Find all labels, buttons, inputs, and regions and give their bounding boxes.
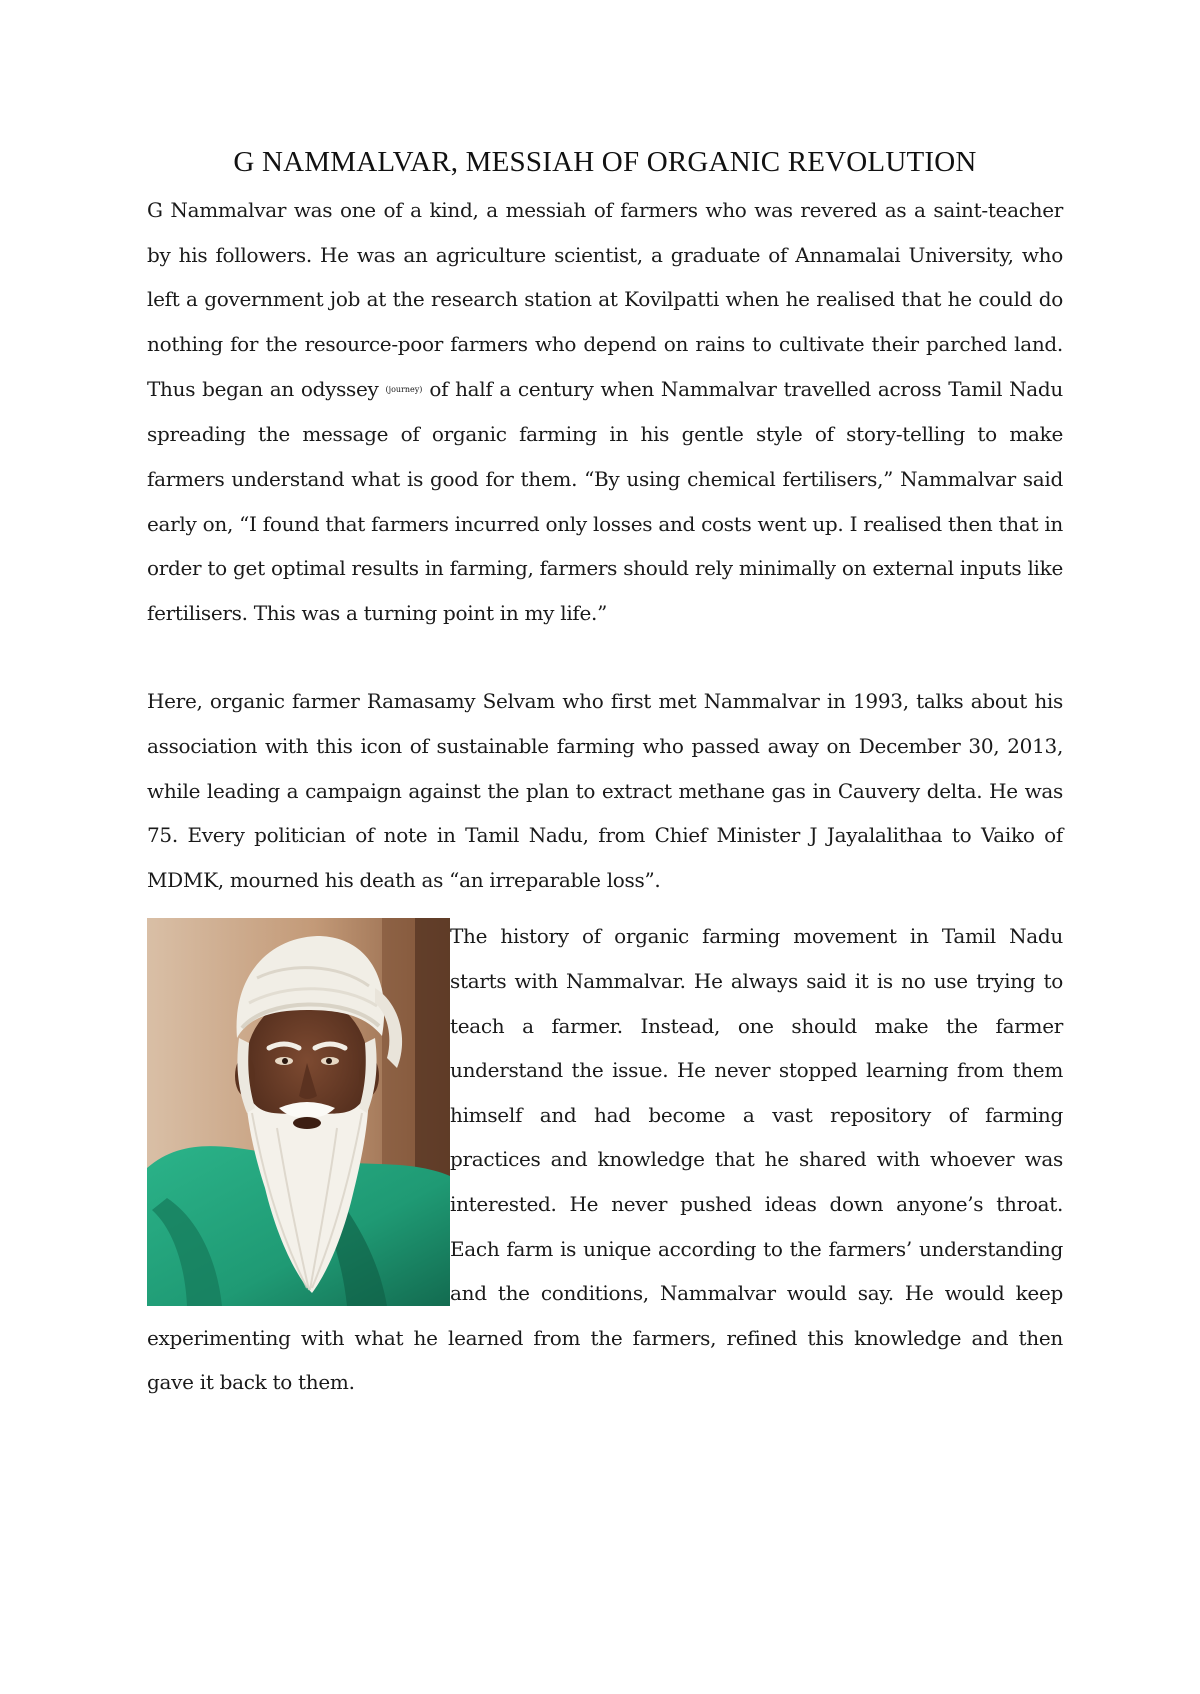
paragraph-1-text-after: of half a century when Nammalvar travelled across Tamil Nadu spreading the message of organic farming in his gentle style of story-telling to make farmers understand what is good for them. “By using chemical fertilisers,” Nammalvar said early on, “I found that farmers incurred only losses and costs went up. I realised then that in order to get optimal results in farming, farmers should rely minimally on external inputs like fertilisers. This was a turning point in my life.” bbox=[147, 376, 1063, 625]
document-page bbox=[147, 144, 1063, 1405]
paragraph-1-text-before: G Nammalvar was one of a kind, a messiah of farmers who was revered as a saint-teacher by his followers. He was an agriculture scientist, a graduate of Annamalai University, who left a government job at the research station at Kovilpatti when he realised that he could do nothing for the resource-poor farmers who depend on rains to cultivate their parched land. Thus began an odyssey bbox=[147, 198, 1063, 401]
paragraph-3: The history of organic farming movement in Tamil Nadu starts with Nammalvar. He always said it is no use trying to teach a farmer. Instead, one should make the farmer understand the issue. He never stopped learning from them himself and had become a vast repository of farming practices and knowledge that he shared with whoever was interested. He never pushed ideas down anyone’s throat. Each farm is unique according to the farmers’ understanding and the conditions, Nammalvar would say. He would keep experimenting with what he learned from the farmers, refined this knowledge and then gave it back to them. bbox=[147, 924, 1063, 1395]
paragraph-1 bbox=[147, 188, 1063, 635]
paragraph-2: Here, organic farmer Ramasamy Selvam who first met Nammalvar in 1993, talks about his association with this icon of sustainable farming who passed away on December 30, 2013, while leading a campaign against the plan to extract methane gas in Cauvery delta. He was 75. Every politician of note in Tamil Nadu, from Chief Minister J Jayalalithaa to Vaiko of MDMK, mourned his death as “an irreparable loss”. bbox=[147, 689, 1063, 892]
paragraph-gap bbox=[147, 635, 1063, 679]
article-title: G NAMMALVAR, MESSIAH OF ORGANIC REVOLUTION bbox=[233, 146, 977, 178]
portrait-illustration bbox=[147, 918, 450, 1306]
inline-annotation: (journey) bbox=[385, 384, 423, 394]
portrait-photo bbox=[147, 918, 450, 1306]
paragraph-3-block bbox=[147, 914, 1063, 1405]
